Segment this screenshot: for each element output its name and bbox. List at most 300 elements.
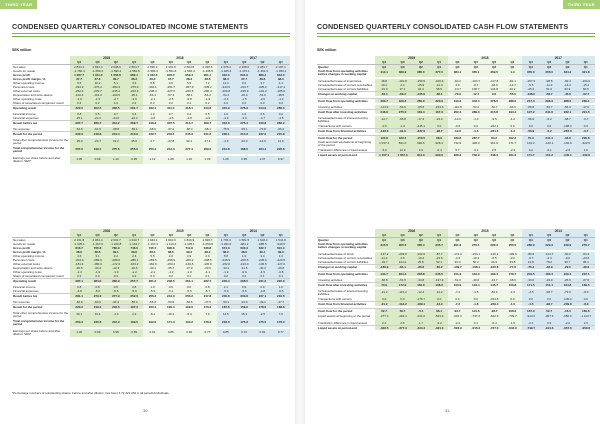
value-cell: -180.3 [88, 262, 106, 266]
value-cell: -61.9 [88, 127, 106, 132]
value-cell: -40.6 [467, 278, 485, 283]
value-cell: -377.3 [375, 313, 393, 321]
value-cell: 315.8 [485, 110, 503, 115]
value-cell: -1 401.3 [253, 69, 271, 73]
value-cell: 232.1 [558, 110, 576, 115]
row-label: Quarter [318, 65, 329, 69]
table-row [12, 146, 290, 154]
value-cell: -67.4 [162, 127, 180, 132]
value-cell: -25.9 [412, 83, 430, 87]
table-row [317, 153, 595, 158]
year-header: 2019 [70, 56, 143, 60]
value-cell: 31.2 [107, 138, 125, 146]
value-cell: -48.5 [272, 93, 290, 97]
value-cell: -55.6 [503, 92, 521, 97]
value-cell: 51.0 [540, 87, 558, 92]
value-cell: 831.9 [235, 73, 253, 77]
value-cell: 745.7 [143, 246, 161, 250]
value-cell: 37.6 [88, 77, 106, 81]
value-cell: -9.0 [558, 256, 576, 260]
value-cell: -54.1 [217, 93, 235, 97]
value-cell: 39.0 [272, 250, 290, 254]
quarter-header: Q1 [430, 233, 448, 238]
value-cell: 1.00 [70, 329, 88, 337]
value-cell: 33.8 [503, 260, 521, 265]
quarter-header: Q2 [180, 233, 198, 238]
value-cell: 377.0 [430, 69, 448, 77]
row-label: Other operating income [13, 254, 45, 258]
value-cell: 0.4 [107, 274, 125, 279]
quarter-header: Q2 [107, 233, 125, 238]
value-cell: 175.5 [253, 319, 271, 327]
value-cell: 207.6 [70, 146, 88, 154]
row-label: Other operating income [13, 81, 45, 85]
value-cell: 378.5 [485, 99, 503, 104]
value-cell: -68.7 [558, 116, 576, 124]
value-cell: 180.4 [540, 272, 558, 277]
value-cell: 124.8 [375, 136, 393, 141]
value-cell: -12.6 [253, 138, 271, 146]
value-cell: -1.5 [503, 321, 521, 326]
value-cell: 782.9 [107, 246, 125, 250]
value-cell: -139.7 [448, 265, 466, 270]
value-cell: 1 037.3 [393, 153, 411, 158]
value-cell: 44.4 [412, 87, 430, 92]
value-cell: 219.2 [88, 305, 106, 310]
value-cell: 0.2 [217, 274, 235, 279]
row-label: Increase/decrease of current receivables [318, 256, 373, 260]
value-cell: -377.3 [393, 326, 411, 331]
value-cell: -12.0 [430, 83, 448, 87]
value-cell: -2.1 [522, 321, 540, 326]
value-cell: -1.5 [253, 270, 271, 274]
value-cell: -10.7 [448, 87, 466, 92]
value-cell: -54.7 [540, 105, 558, 110]
value-cell: -81.1 [393, 265, 411, 270]
value-cell: -0.8 [180, 97, 198, 101]
value-cell: 241.6 [540, 110, 558, 115]
income-table-2017-2019 [12, 56, 290, 164]
value-cell: -73.9 [558, 289, 576, 297]
value-cell: 2.0 [162, 254, 180, 258]
value-cell: Q1 [503, 238, 521, 243]
value-cell: -104.0 [577, 79, 595, 83]
row-label: Cash flow from operating activities [317, 272, 375, 277]
value-cell: 39.2 [180, 250, 198, 254]
value-cell: -0.4 [485, 321, 503, 326]
value-cell: 7.9 [198, 311, 216, 319]
value-cell: 41.9 [485, 260, 503, 265]
value-cell: 291.6 [448, 242, 466, 250]
quarter-header: Q3 [88, 233, 106, 238]
value-cell: -204.8 [217, 89, 235, 93]
value-cell: -2.9 [70, 97, 88, 101]
value-cell: 334.3 [558, 69, 576, 77]
value-cell: -113.2 [393, 302, 411, 307]
value-cell: -20.7 [88, 138, 106, 146]
quarter-header: Q1 [125, 233, 143, 238]
value-cell: 0.2 [125, 274, 143, 279]
value-cell: 279.2 [88, 294, 106, 299]
value-cell: -60.3 [393, 92, 411, 97]
value-cell: -43.4 [88, 266, 106, 270]
value-cell: 1.08 [162, 156, 180, 164]
value-cell: -48.9 [540, 265, 558, 270]
value-cell: 159.9 [235, 305, 253, 310]
value-cell: -29.0 [540, 278, 558, 283]
value-cell: 226.8 [272, 146, 290, 154]
row-label: Cash flow from financial activities [317, 302, 375, 307]
value-cell: 193.4 [503, 110, 521, 115]
value-cell: -220.9 [125, 89, 143, 93]
value-cell: 0.0 [448, 297, 466, 302]
value-cell: -73.8 [253, 127, 271, 132]
row-label: Other operating costs [13, 97, 42, 101]
value-cell: 901.1 [198, 73, 216, 77]
value-cell: -25.3 [70, 138, 88, 146]
value-cell: 220.2 [70, 305, 88, 310]
value-cell: -0.9 [235, 270, 253, 274]
row-label: Total other comprehensive income for the period [13, 311, 69, 318]
value-cell: -5.1 [162, 289, 180, 294]
value-cell: -54.6 [393, 105, 411, 110]
value-cell: 189.4 [485, 272, 503, 277]
value-cell: -35.7 [162, 266, 180, 270]
value-cell: 648.8 [198, 246, 216, 250]
quarter-header: Q1 [125, 60, 143, 65]
value-cell: 0.8 [70, 285, 88, 289]
value-cell: -64.8 [70, 127, 88, 132]
year-header: 2014 [217, 229, 290, 233]
value-cell: 318.1 [180, 106, 198, 111]
value-cell: -0.6 [375, 124, 393, 129]
value-cell: -267.0 [558, 129, 576, 134]
value-cell: -289.0 [107, 258, 125, 262]
value-cell: 0.0 [430, 124, 448, 129]
value-cell: -109.6 [503, 252, 521, 256]
row-label: Financial income [13, 112, 36, 116]
row-label: Other external costs [13, 262, 40, 266]
value-cell: 249.7 [143, 132, 161, 137]
value-cell: 0.81 [253, 329, 271, 337]
value-cell: 318.3 [143, 121, 161, 126]
value-cell: -4.3 [448, 256, 466, 260]
value-cell: 15.4 [235, 311, 253, 319]
value-cell: 0.2 [198, 101, 216, 106]
value-cell: -113.9 [375, 105, 393, 110]
value-cell: 12.9 [393, 148, 411, 153]
value-cell: 184.0 [412, 283, 430, 288]
value-cell: -15.2 [577, 83, 595, 87]
value-cell: 275.4 [235, 121, 253, 126]
value-cell: -1.3 [162, 270, 180, 274]
value-cell: -239.7 [88, 89, 106, 93]
value-cell: 2 003.7 [107, 238, 125, 243]
value-cell: 1 052.8 [107, 73, 125, 77]
value-cell: -56.9 [522, 116, 540, 124]
row-label: Total comprehensive income for the period [13, 319, 65, 326]
unit-label: SEK million [12, 48, 32, 52]
value-cell: 171.7 [522, 153, 540, 158]
value-cell: -523.9 [430, 313, 448, 321]
value-cell: 2 063.4 [88, 238, 106, 243]
value-cell: -45.8 [558, 92, 576, 97]
quarter-header: Q4 [375, 233, 393, 238]
value-cell: 37.1 [393, 87, 411, 92]
value-cell: 0.0 [577, 124, 595, 129]
value-cell: -58.7 [540, 92, 558, 97]
value-cell: 2 197.1 [272, 65, 290, 70]
value-cell: 0.3 [272, 101, 290, 106]
value-cell: -92.4 [558, 79, 576, 83]
value-cell: -1 376.1 [235, 69, 253, 73]
value-cell: 272.1 [467, 242, 485, 250]
value-cell: 841.0 [393, 140, 411, 148]
value-cell: -31.5 [235, 266, 253, 270]
value-cell: 282.2 [272, 121, 290, 126]
value-cell: -49.4 [235, 93, 253, 97]
row-label: Quarter [318, 238, 329, 242]
value-cell: 0.5 [88, 112, 106, 116]
value-cell: 2.6 [393, 321, 411, 326]
quarter-header: Q3 [235, 233, 253, 238]
value-cell: -4.5 [522, 289, 540, 297]
value-cell: 0.6 [180, 285, 198, 289]
value-cell: -1 091.0 [217, 242, 235, 246]
year-header: 2015 [143, 229, 216, 233]
value-cell: 0.8 [88, 285, 106, 289]
value-cell: 16.4 [88, 311, 106, 319]
value-cell: -68.8 [107, 127, 125, 132]
value-cell: 1 157.1 [375, 153, 393, 158]
value-cell: 237.0 [253, 132, 271, 137]
value-cell: -12.6 [448, 129, 466, 134]
value-cell: -283.5 [143, 258, 161, 262]
value-cell: 9.6 [162, 81, 180, 85]
year-header: 2016 [375, 229, 448, 233]
value-cell: 275.0 [393, 110, 411, 115]
value-cell: -84.6 [485, 289, 503, 297]
value-cell: 38.6 [88, 250, 106, 254]
value-cell: -136.5 [253, 262, 271, 266]
value-cell: 0.0 [467, 297, 485, 302]
value-cell: 160.6 [577, 309, 595, 314]
value-cell: 245.3 [180, 132, 198, 137]
value-cell: -7.2 [448, 302, 466, 307]
value-cell: -1.3 [467, 129, 485, 134]
value-cell: 250.0 [412, 99, 430, 104]
value-cell: 204.5 [522, 272, 540, 277]
row-label: Liquid assets at period-end [317, 326, 375, 331]
value-cell: -86.6 [412, 265, 430, 270]
table-row [317, 140, 595, 148]
value-cell: 0.1 [198, 274, 216, 279]
value-cell: 192.2 [503, 136, 521, 141]
year-header: 2018 [448, 56, 521, 60]
value-cell: 0.3 [88, 274, 106, 279]
value-cell: -3.1 [467, 148, 485, 153]
value-cell: 39.0 [125, 250, 143, 254]
row-label: Operating result [12, 106, 70, 111]
value-cell: -60.2 [430, 265, 448, 270]
value-cell: -4.5 [522, 302, 540, 307]
value-cell: -52.7 [577, 92, 595, 97]
value-cell: 0.86 [162, 329, 180, 337]
value-cell: 220.4 [558, 272, 576, 277]
value-cell: -39.6 [577, 265, 595, 270]
value-cell: 4.4 [393, 83, 411, 87]
row-label: Personnel costs [13, 258, 35, 262]
row-label: Depreciation and write-downs [13, 93, 53, 97]
value-cell: 0.6 [107, 285, 125, 289]
value-cell: 100.9 [448, 283, 466, 288]
value-cell: 269.1 [577, 99, 595, 104]
value-cell: 2 491.6 [162, 65, 180, 70]
value-cell: 217.0 [522, 99, 540, 104]
value-cell: 4.1 [272, 81, 290, 85]
value-cell: 171.7 [503, 140, 521, 148]
value-cell: 2 336.6 [198, 65, 216, 70]
value-cell: Q1 [430, 238, 448, 243]
value-cell: 4.0 [448, 83, 466, 87]
value-cell: 56.5 [430, 87, 448, 92]
value-cell: -981.2 [235, 242, 253, 246]
value-cell: 212.0 [107, 319, 125, 327]
value-cell: 249.9 [558, 242, 576, 250]
value-cell: -12.2 [430, 302, 448, 307]
value-cell: -47.6 [577, 105, 595, 110]
value-cell: -0.7 [577, 116, 595, 124]
value-cell: -1 105.1 [180, 242, 198, 246]
value-cell: 0.2 [162, 101, 180, 106]
value-cell: 928.4 [430, 140, 448, 148]
table-row [12, 329, 290, 337]
value-cell: -22.3 [235, 138, 253, 146]
value-cell: 208.5 [235, 279, 253, 284]
row-label: Cash flow from financial activities [317, 129, 375, 134]
value-cell: 0.0 [540, 297, 558, 302]
quarter-header: Q2 [412, 60, 430, 65]
value-cell: 314.9 [253, 106, 271, 111]
value-cell: 1.05 [70, 156, 88, 164]
value-cell: -163.2 [125, 262, 143, 266]
value-cell: 355.1 [467, 69, 485, 77]
value-cell: 342.4 [467, 99, 485, 104]
value-cell: 38.2 [217, 250, 235, 254]
page-cash-flow-statements [305, 0, 600, 424]
value-cell: -12.0 [448, 116, 466, 124]
value-cell: 38.0 [235, 250, 253, 254]
value-cell: 3.9 [412, 148, 430, 153]
value-cell: 62.9 [558, 87, 576, 92]
value-cell: -10.4 [412, 256, 430, 260]
value-cell: 355.0 [540, 69, 558, 77]
value-cell: -21.2 [375, 302, 393, 307]
value-cell: -2.0 [253, 97, 271, 101]
value-cell: -209.8 [558, 302, 576, 307]
value-cell: -68.9 [503, 278, 521, 283]
year-header: 2017 [522, 56, 595, 60]
quarter-header: Q4 [448, 60, 466, 65]
row-label: Gross profit margin, % [13, 250, 46, 254]
value-cell: 108.3 [503, 309, 521, 314]
value-cell: -2.0 [558, 321, 576, 326]
table-row [317, 326, 595, 331]
value-cell: 275.6 [107, 146, 125, 154]
value-cell: 172.9 [393, 283, 411, 288]
value-cell: 1.1 [217, 285, 235, 289]
value-cell: 7.6 [272, 311, 290, 319]
value-cell: 32.1 [180, 138, 198, 146]
value-cell: -394.1 [143, 85, 161, 89]
value-cell: -238.4 [143, 89, 161, 93]
value-cell: -10.3 [467, 256, 485, 260]
row-label: Depreciation and write-downs [13, 266, 53, 270]
value-cell: -57.3 [162, 93, 180, 97]
value-cell: -56.2 [143, 300, 161, 305]
value-cell: 297.7 [70, 121, 88, 126]
table-row [12, 319, 290, 327]
value-cell: -431.0 [412, 313, 430, 321]
value-cell: -61.4 [143, 93, 161, 97]
value-cell: 168.8 [272, 305, 290, 310]
quarter-header: Q3 [540, 60, 558, 65]
value-cell: 305.7 [430, 242, 448, 250]
value-cell: 1 943.1 [143, 238, 161, 243]
value-cell: -7.2 [448, 289, 466, 297]
value-cell: -53.4 [375, 92, 393, 97]
year-header: 2018 [143, 56, 216, 60]
value-cell: 0.99 [88, 156, 106, 164]
value-cell: -5.0 [375, 148, 393, 153]
row-label: Cash flow after investing activities [317, 283, 375, 288]
value-cell: 256.2 [180, 294, 198, 299]
value-cell: -172.3 [107, 262, 125, 266]
value-cell: 14.5 [217, 311, 235, 319]
table-row [317, 313, 595, 321]
quarter-header: Q1 [198, 60, 216, 65]
value-cell: -2.4 [217, 97, 235, 101]
value-cell: 0.4 [272, 112, 290, 116]
value-cell: -228.5 [235, 258, 253, 262]
value-cell: 3.1 [88, 254, 106, 258]
value-cell: 1 581.5 [235, 238, 253, 243]
quarter-header: Q2 [558, 60, 576, 65]
table-row [317, 289, 595, 297]
value-cell: 1 816.9 [180, 238, 198, 243]
value-cell: 280.7 [88, 121, 106, 126]
value-cell: -102.0 [412, 252, 430, 256]
cashflow-table-2017-2019 [317, 56, 595, 157]
value-cell: -16.3 [558, 83, 576, 87]
value-cell: -137.2 [375, 252, 393, 256]
value-cell: 192.0 [143, 319, 161, 327]
value-cell: -0.7 [577, 129, 595, 134]
value-cell: 674.3 [217, 246, 235, 250]
value-cell: -102.4 [70, 93, 88, 97]
value-cell: -76.4 [522, 265, 540, 270]
quarter-header: Q4 [522, 60, 540, 65]
value-cell: -4.9 [217, 116, 235, 121]
value-cell: 0.6 [253, 112, 271, 116]
value-cell: 3.7 [253, 81, 271, 85]
value-cell: -940.5 [272, 242, 290, 246]
value-cell: 1.12 [143, 156, 161, 164]
value-cell: -98.7 [430, 129, 448, 134]
value-cell: 0.0 [393, 297, 411, 302]
value-cell: 2.6 [198, 254, 216, 258]
value-cell: 0.99 [88, 329, 106, 337]
